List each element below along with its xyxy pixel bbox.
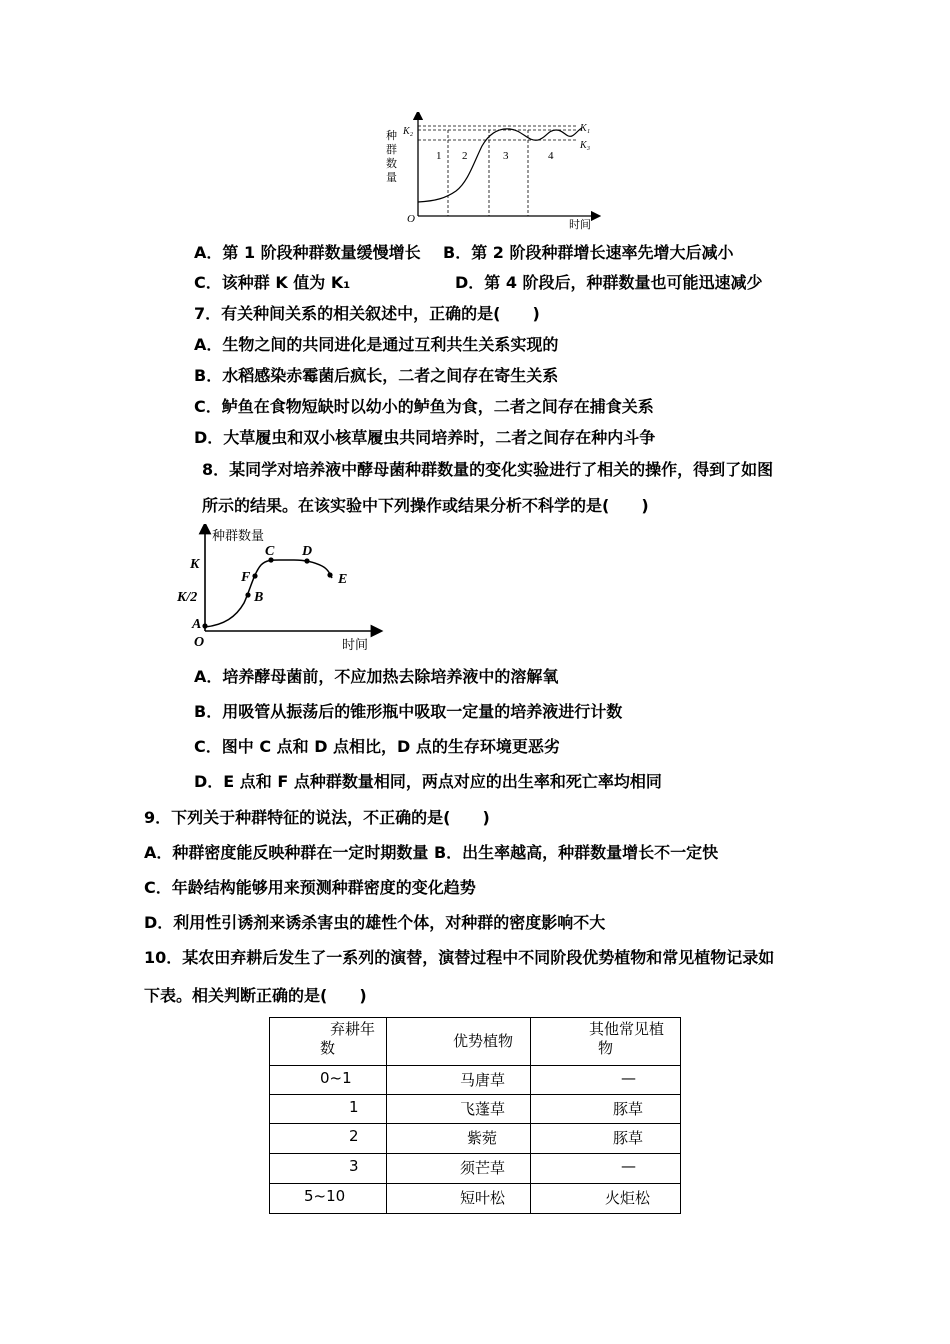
- cell-other: [531, 1184, 681, 1214]
- cell-years: [270, 1184, 387, 1214]
- q8-option-c: C．图中 C 点和 D 点相比，D 点的生存环境更恶劣: [194, 737, 560, 756]
- cell-years-text: 3: [349, 1157, 359, 1175]
- cell-years-text: 5~10: [304, 1187, 346, 1205]
- yeast-population-chart: [174, 524, 384, 656]
- q6-option-a: A．第 1 阶段种群数量缓慢增长: [194, 243, 421, 262]
- succession-table: [269, 1017, 681, 1214]
- q7-option-b: B．水稻感染赤霉菌后疯长，二者之间存在寄生关系: [194, 366, 559, 385]
- x-axis-label: 时间: [569, 218, 591, 231]
- cell-dominant: [387, 1095, 531, 1124]
- cell-other-text: 豚草: [613, 1129, 644, 1147]
- x-axis-label: 时间: [342, 638, 369, 653]
- q6-option-b: B．第 2 阶段种群增长速率先增大后减小: [443, 243, 734, 262]
- q7-option-c: C．鲈鱼在食物短缺时以幼小的鲈鱼为食，二者之间存在捕食关系: [194, 397, 654, 416]
- q6-option-d: D．第 4 阶段后，种群数量也可能迅速减少: [455, 273, 763, 292]
- table-row: [270, 1184, 681, 1214]
- k-label: K: [190, 557, 200, 572]
- cell-dominant: [387, 1124, 531, 1154]
- q9-option-ab: A．种群密度能反映种群在一定时期数量 B．出生率越高，种群数量增长不一定快: [144, 843, 719, 862]
- cell-dominant-text: 紫菀: [467, 1129, 498, 1147]
- table-row: [270, 1066, 681, 1095]
- header-years-line-1: 弃耕年: [330, 1020, 376, 1038]
- cell-dominant: [387, 1066, 531, 1095]
- stage-label-2: 2: [462, 150, 468, 162]
- cell-dominant: [387, 1184, 531, 1214]
- y-axis-label-char-2: 群: [386, 143, 397, 156]
- point-b-label: B: [254, 590, 264, 605]
- cell-dominant-text: 马唐草: [460, 1071, 506, 1089]
- cell-dominant: [387, 1154, 531, 1184]
- k1-label: K₁: [580, 123, 591, 134]
- k2-label: K₂: [403, 126, 414, 137]
- point-f-label: F: [241, 570, 251, 585]
- point-e-label: E: [338, 572, 348, 587]
- cell-years: [270, 1066, 387, 1095]
- y-axis-label: 种群数量: [212, 529, 265, 544]
- q6-option-c: C．该种群 K 值为 K₁: [194, 273, 351, 292]
- k3-label: K₃: [580, 140, 591, 151]
- point-b: [245, 592, 250, 597]
- header-dominant-text: 优势植物: [453, 1032, 514, 1050]
- q10-stem-line-2: 下表。相关判断正确的是( ): [144, 986, 367, 1005]
- cell-dominant-text: 须芒草: [460, 1159, 506, 1177]
- q9-option-c: C．年龄结构能够用来预测种群密度的变化趋势: [144, 878, 476, 897]
- cell-years-text: 0~1: [320, 1069, 352, 1087]
- cell-years-text: 1: [349, 1098, 359, 1116]
- population-curve: [418, 128, 582, 202]
- cell-other: [531, 1154, 681, 1184]
- cell-other: [531, 1124, 681, 1154]
- cell-years: [270, 1095, 387, 1124]
- cell-years-text: 2: [349, 1127, 359, 1145]
- point-f: [252, 573, 257, 578]
- q9-stem: 9．下列关于种群特征的说法，不正确的是( ): [144, 808, 490, 827]
- point-c-label: C: [265, 544, 275, 559]
- cell-years: [270, 1124, 387, 1154]
- table-row: [270, 1124, 681, 1154]
- q10-stem-line-1: 10．某农田弃耕后发生了一系列的演替，演替过程中不同阶段优势植物和常见植物记录如: [144, 948, 775, 967]
- q8-option-a: A．培养酵母菌前，不应加热去除培养液中的溶解氧: [194, 667, 559, 686]
- origin-label: O: [194, 635, 205, 650]
- q9-option-d: D．利用性引诱剂来诱杀害虫的雄性个体，对种群的密度影响不大: [144, 913, 606, 932]
- table-row: [270, 1154, 681, 1184]
- header-other-line-2: 物: [598, 1039, 614, 1057]
- stage-label-3: 3: [503, 150, 509, 162]
- origin-label: O: [407, 213, 415, 225]
- cell-other-text: —: [621, 1069, 636, 1087]
- header-dominant: [387, 1018, 531, 1066]
- cell-dominant-text: 短叶松: [460, 1189, 506, 1207]
- y-axis-label-char-3: 数: [386, 157, 397, 170]
- cell-other-text: 豚草: [613, 1100, 644, 1118]
- point-a-label: A: [192, 617, 202, 632]
- table-row: [270, 1095, 681, 1124]
- header-other: [531, 1018, 681, 1066]
- q7-stem: 7．有关种间关系的相关叙述中，正确的是( ): [194, 304, 540, 323]
- k-half-label: K/2: [177, 590, 198, 605]
- table-header-row: [270, 1018, 681, 1066]
- q8-option-d: D．E 点和 F 点种群数量相同，两点对应的出生率和死亡率均相同: [194, 772, 662, 791]
- cell-years: [270, 1154, 387, 1184]
- cell-other-text: —: [621, 1157, 636, 1175]
- cell-other: [531, 1066, 681, 1095]
- growth-curve: [205, 560, 332, 627]
- q8-stem-line-1: 8．某同学对培养液中酵母菌种群数量的变化实验进行了相关的操作，得到了如图: [202, 460, 774, 479]
- cell-other: [531, 1095, 681, 1124]
- population-stage-chart: [376, 112, 606, 232]
- y-axis-label-char-1: 种: [386, 129, 397, 142]
- stage-label-1: 1: [436, 150, 442, 162]
- y-axis-label-char-4: 量: [386, 171, 397, 184]
- point-d: [304, 558, 309, 563]
- cell-other-text: 火炬松: [605, 1189, 651, 1207]
- header-other-line-1: 其他常见植: [589, 1020, 665, 1038]
- q8-stem-line-2: 所示的结果。在该实验中下列操作或结果分析不科学的是( ): [202, 496, 649, 515]
- stage-label-4: 4: [548, 150, 554, 162]
- header-years: [270, 1018, 387, 1066]
- point-a: [202, 623, 207, 628]
- cell-dominant-text: 飞蓬草: [460, 1100, 506, 1118]
- point-d-label: D: [302, 544, 313, 559]
- q7-option-d: D．大草履虫和双小核草履虫共同培养时，二者之间存在种内斗争: [194, 428, 656, 447]
- q7-option-a: A．生物之间的共同进化是通过互利共生关系实现的: [194, 335, 559, 354]
- q8-option-b: B．用吸管从振荡后的锥形瓶中吸取一定量的培养液进行计数: [194, 702, 623, 721]
- point-e: [327, 572, 332, 577]
- header-years-line-2: 数: [320, 1039, 336, 1057]
